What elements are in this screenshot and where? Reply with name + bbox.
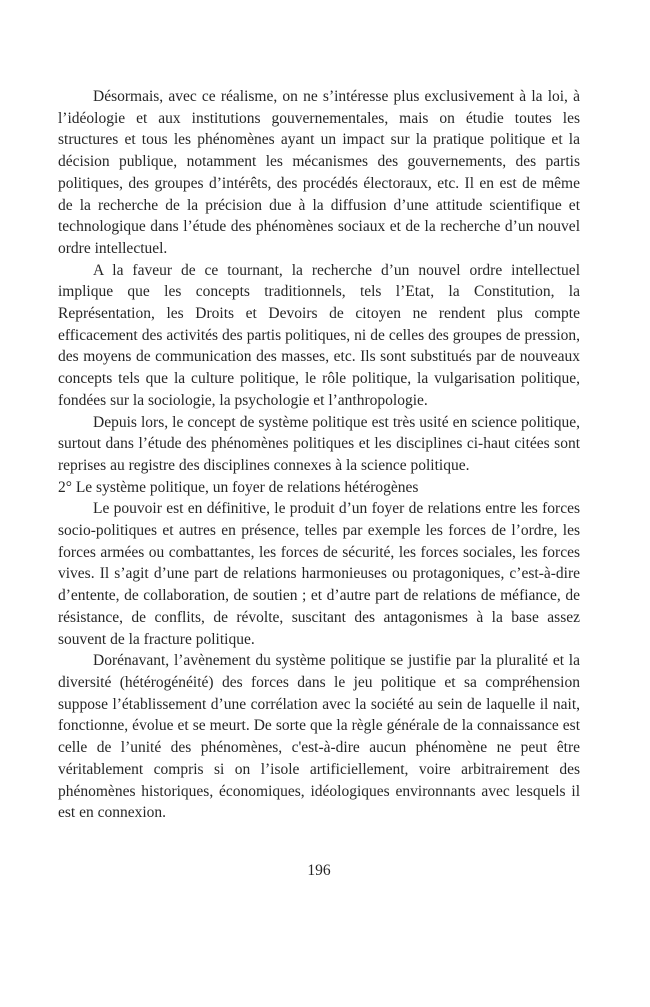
paragraph: Depuis lors, le concept de système politique est très usité en science politique, surtout dans l’étude des phénomènes politiques et les disciplines ci-haut citées sont reprises au registre des disciplines connexes à la science politique.	[58, 413, 580, 474]
text-body	[58, 86, 580, 824]
paragraph: Dorénavant, l’avènement du système politique se justifie par la pluralité et la diversité (hétérogénéité) des forces dans le jeu politique et sa compréhension suppose l’établissement d’une corrélation avec la société au sein de laquelle il nait, fonctionne, évolue et se meurt. De sorte que la règle générale de la connaissance est celle de l’unité des phénomènes, c'est-à-dire aucun phénomène ne peut être véritablement compris si on l’isole artificiellement, voire arbitrairement des phénomènes historiques, économiques, idéologiques environnants avec lesquels il est en connexion.	[58, 652, 580, 822]
paragraph: A la faveur de ce tournant, la recherche d’un nouvel ordre intellectuel implique que les concepts traditionnels, tels l’Etat, la Constitution, la Représentation, les Droits et Devoirs de citoyen ne rendent plus compte efficacement des activités des partis politiques, ni de celles des groupes de pression, des moyens de communication des masses, etc. Ils sont substitués par de nouveaux concepts tels que la culture politique, le rôle politique, la vulgarisation politique, fondées sur la sociologie, la psychologie et l’anthropologie.	[58, 261, 580, 409]
paragraph: Le pouvoir est en définitive, le produit d’un foyer de relations entre les forces socio-politiques et autres en présence, telles par exemple les forces de l’ordre, les forces armées ou combattantes, les forces de sécurité, les forces sociales, les forces vives. Il s’agit d’une part de relations harmonieuses ou protagoniques, c’est-à-dire d’entente, de collaboration, de soutien ; et d’autre part de relations de méfiance, de résistance, de conflits, de révolte, suscitant des antagonismes à la base assez souvent de la fracture politique.	[58, 500, 580, 648]
section-heading: 2° Le système politique, un foyer de relations hétérogènes	[58, 478, 419, 496]
paragraph: Désormais, avec ce réalisme, on ne s’intéresse plus exclusivement à la loi, à l’idéologie et aux institutions gouvernementales, mais on étudie toutes les structures et tous les phénomènes ayant un impact sur la pratique politique et la décision publique, notamment les mécanismes des gouvernements, des partis politiques, des groupes d’intérêts, des procédés électoraux, etc. Il en est de même de la recherche de la précision due à la diffusion d’une attitude scientifique et technologique dans l’étude des phénomènes sociaux et de la recherche d’un nouvel ordre intellectuel.	[58, 88, 580, 257]
page-number: 196	[307, 861, 331, 879]
